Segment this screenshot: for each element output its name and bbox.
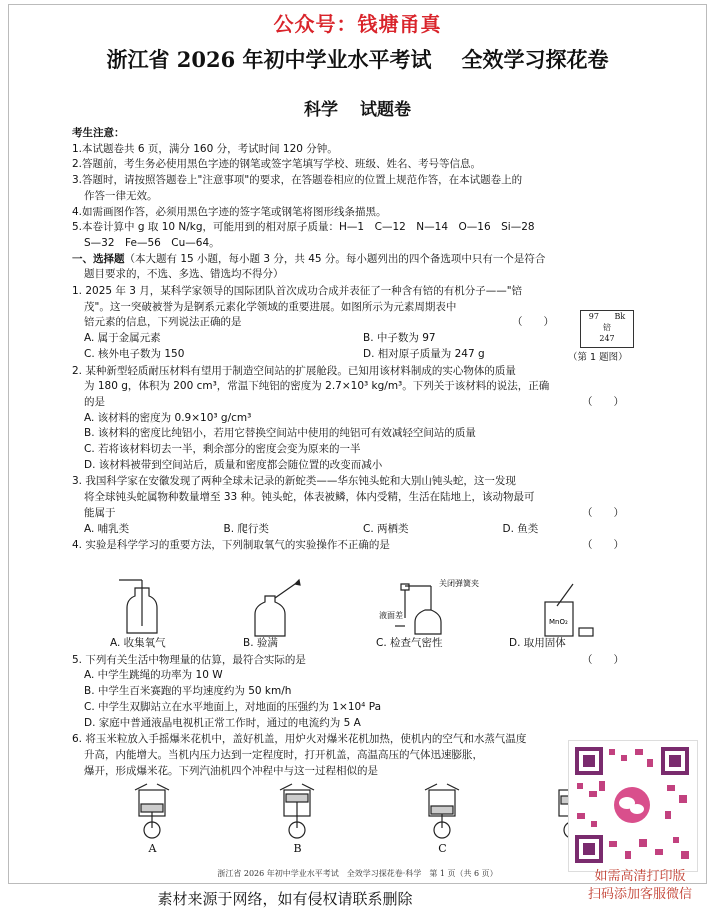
test-full-figure: [255, 580, 300, 636]
notice-item: 3.答题时，请按照答题卷上"注意事项"的要求，在答题卷相应的位置上规范作答，在本试题卷上的: [72, 174, 523, 187]
notice-item: 2.答题前，考生务必使用黑色字迹的钢笔或签字笔填写学校、班级、姓名、考号等信息。: [72, 158, 482, 171]
q5-answer-paren: （ ）: [582, 653, 624, 666]
solid-retrieval-figure: [545, 584, 593, 636]
q4-answer-paren: （ ）: [582, 539, 624, 552]
exam-title: [0, 44, 715, 74]
q3-stem: 3. 我国科学家在安徽发现了两种全球未记录的新蛇类——华东钝头蛇和大别山钝头蛇，这一发现: [72, 475, 516, 488]
q1-stem: 1. 2025 年 3 月，某科学家领导的国际团队首次成功合成并表征了一种含有锫的有机分子——"锫: [72, 285, 523, 298]
section-heading: 一、选择题（本大题有 15 小题，每小题 3 分，共 45 分。每小题列出的四个备选项中只有一个是符合: [72, 252, 546, 265]
q3-answer-paren: （ ）: [582, 506, 624, 519]
section-heading-line2: 题目要求的，不选、多选、错选均不得分）: [84, 268, 284, 281]
q1-stem: 锫元素的信息，下列说法正确的是 （ ）: [72, 315, 642, 331]
q2-option-b[interactable]: B. 该材料的密度比纯铝小，若用它替换空间站中使用的纯铝可有效减轻空间站的质量: [84, 427, 476, 440]
notice-item: 5.本卷计算中 g 取 10 N/kg，可能用到的相对原子质量：H—1 C—12 N—14 O—16 Si—28: [72, 221, 535, 234]
subject-title: [0, 95, 715, 120]
q3-stem: 能属于 （ ）: [72, 506, 642, 522]
q5-option-d[interactable]: D. 家庭中普通液晶电视机正常工作时，通过的电流约为 5 A: [84, 716, 361, 729]
qr-code[interactable]: [568, 740, 698, 872]
q4-option-b[interactable]: B. 验满: [243, 636, 278, 649]
level-diff-label: 液面差: [379, 611, 403, 620]
q4-option-c[interactable]: C. 检查气密性: [376, 636, 443, 649]
notice-item: 作答一律无效。: [84, 189, 158, 202]
q1-option-a[interactable]: A. 属于金属元素: [84, 332, 161, 345]
qr-caption-line2: 扫码添加客服微信: [587, 887, 692, 902]
q2-option-c[interactable]: C. 若将该材料切去一半，剩余部分的密度会变为原来的一半: [84, 443, 361, 456]
q3-stem: 将全球钝头蛇属物种数量增至 33 种。钝头蛇，体表被鳞，体内受精，生活在陆地上，该动物最可: [84, 491, 535, 504]
notice-item: 4.如需画图作答，必须用黑色字迹的签字笔或钢笔将图形线条描黑。: [72, 205, 387, 218]
clip-label: 关闭弹簧夹: [439, 579, 479, 588]
engine-a-label[interactable]: A: [148, 842, 157, 855]
q4-apparatus-svg: [105, 578, 645, 643]
q5-stem: 5. 下列有关生活中物理量的估算，最符合实际的是 （ ）: [72, 653, 642, 669]
q4-figures: [105, 578, 645, 638]
qr-code-image: [569, 741, 695, 869]
element-name: 锫: [603, 323, 611, 332]
q4-option-d[interactable]: D. 取用固体: [509, 636, 566, 649]
engine-c-label[interactable]: C: [438, 842, 447, 855]
q1-options: [72, 331, 642, 347]
mno2-label: MnO₂: [549, 618, 568, 626]
element-symbol: Bk: [614, 312, 626, 321]
engine-c: [415, 782, 470, 855]
engine-b: [270, 782, 325, 855]
q6-stem: 升高，内能增大。当机内压力达到一定程度时，打开机盖，高温高压的气体迅速膨胀，: [84, 748, 483, 761]
q1-answer-paren: （ ）: [512, 316, 554, 329]
q1-option-d[interactable]: D. 相对原子质量为 247 g: [363, 347, 485, 360]
notice-item: 1.本试题卷共 6 页，满分 160 分，考试时间 120 分钟。: [72, 142, 338, 155]
q3-option-c[interactable]: C. 两栖类: [363, 522, 409, 535]
q5-option-b[interactable]: B. 中学生百米赛跑的平均速度约为 50 km/h: [84, 685, 292, 698]
q2-stem: 的是 （ ）: [72, 395, 642, 411]
q6-stem: 6. 将玉米粒放入手摇爆米花机中，盖好机盖，用炉火对爆米花机加热，使机内的空气和水蒸气温度: [72, 733, 527, 746]
q5-option-a[interactable]: A. 中学生跳绳的功率为 10 W: [84, 669, 223, 682]
engine-a: [125, 782, 180, 855]
qr-caption-line1: 如需高清打印版: [594, 869, 686, 884]
watermark: 公众号：钱塘甬真: [273, 12, 442, 36]
q5-option-c[interactable]: C. 中学生双脚站立在水平地面上，对地面的压强约为 1×10⁴ Pa: [84, 700, 382, 713]
q1-option-c[interactable]: C. 核外电子数为 150: [84, 347, 185, 360]
q2-option-a[interactable]: A. 该材料的密度为 0.9×10³ g/cm³: [84, 411, 252, 424]
page-footer: 浙江省 2026 年初中学业水平考试 全效学习探花卷·科学 第 1 页（共 6 页）: [217, 869, 498, 878]
notice-heading: 考生注意：: [72, 127, 125, 139]
qr-caption: [566, 868, 714, 904]
q3-option-b[interactable]: B. 爬行类: [223, 522, 269, 535]
q3-option-d[interactable]: D. 鱼类: [502, 522, 539, 535]
atomic-number: 97: [588, 312, 599, 321]
paper-name: 试题卷: [360, 100, 411, 120]
atomic-mass: 247: [599, 334, 615, 343]
q2-stem: 为 180 g，体积为 200 cm³，常温下纯铝的密度为 2.7×10³ kg/m³。下列关于该材料的说法，正确: [84, 380, 550, 393]
q4-option-a[interactable]: A. 收集氧气: [110, 636, 166, 649]
q2-stem: 2. 某种新型轻质耐压材料有望用于制造空间站的扩展舱段。已知用该材料制成的实心物体的质量: [72, 364, 516, 377]
engine-b-label[interactable]: B: [293, 842, 302, 855]
title-left: 浙江省 2026 年初中学业水平考试: [106, 47, 432, 72]
q4-stem: 4. 实验是科学学习的重要方法，下列制取氧气的实验操作不正确的是 （ ）: [72, 538, 642, 554]
q6-engine-figures: [125, 782, 605, 862]
q2-answer-paren: （ ）: [582, 395, 624, 408]
q3-options: [72, 522, 642, 538]
q1-option-b[interactable]: B. 中子数为 97: [363, 332, 436, 345]
title-right: 全效学习探花卷: [461, 47, 609, 72]
bottom-note: 素材来源于网络，如有侵权请联系删除: [157, 890, 413, 908]
q6-stem: 爆开，形成爆米花。下列汽油机四个冲程中与这一过程相似的是: [84, 764, 378, 777]
q1-stem: 茂"。这一突破被誉为是锕系元素化学领域的重要进展。如图所示为元素周期表中: [84, 300, 457, 313]
q1-options: [72, 347, 642, 363]
notice-item: S—32 Fe—56 Cu—64。: [84, 236, 220, 249]
q2-option-d[interactable]: D. 该材料被带到空间站后，质量和密度都会随位置的改变而减小: [84, 458, 383, 471]
q3-option-a[interactable]: A. 哺乳类: [84, 522, 130, 535]
exam-content: [72, 126, 642, 779]
airtight-check-figure: [395, 584, 441, 634]
subject: 科学: [304, 100, 338, 120]
gas-bottle-figure: [119, 580, 157, 633]
q1-figure-caption: （第 1 题图）: [568, 352, 628, 363]
element-tile-bk: [580, 310, 634, 348]
